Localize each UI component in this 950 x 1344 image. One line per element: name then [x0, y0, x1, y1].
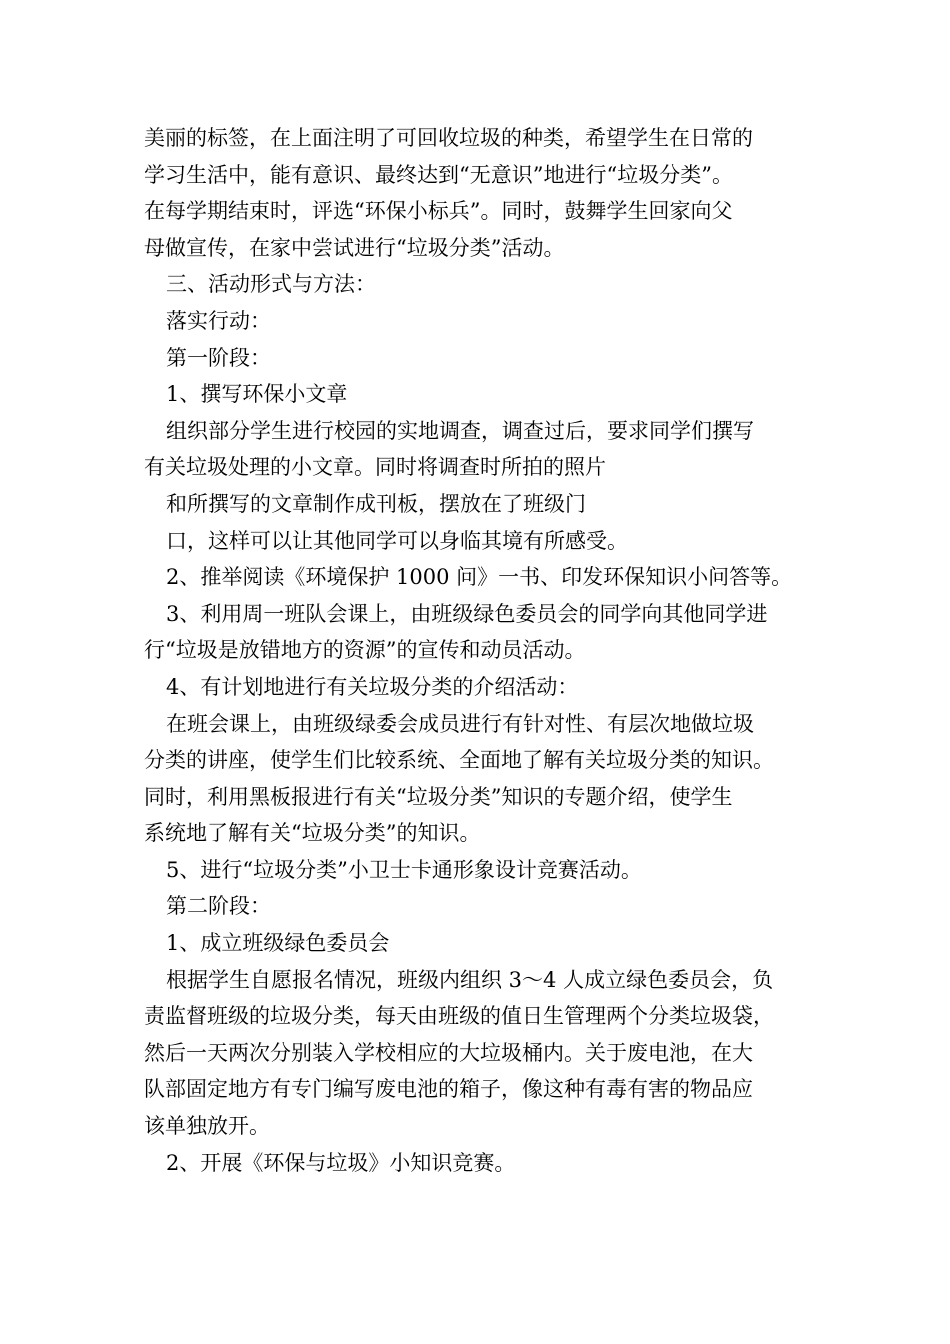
text-line: 在班会课上，由班级绿委会成员进行有针对性、有层次地做垃圾: [166, 711, 754, 736]
stage-heading: 第二阶段：: [166, 894, 271, 919]
text-line: 系统地了解有关“垃圾分类”的知识。: [144, 821, 481, 846]
list-item: 4、有计划地进行有关垃圾分类的介绍活动：: [166, 674, 579, 699]
text-line: 有关垃圾处理的小文章。同时将调查时所拍的照片: [144, 455, 606, 480]
text-line: 母做宣传，在家中尝试进行“垃圾分类”活动。: [144, 235, 565, 260]
text-line: 该单独放开。: [144, 1114, 270, 1139]
subheading: 落实行动：: [166, 308, 271, 333]
text-line: 行“垃圾是放错地方的资源”的宣传和动员活动。: [144, 638, 586, 663]
text-line: 在每学期结束时，评选“环保小标兵”。同时，鼓舞学生回家向父: [144, 199, 733, 224]
text-line: 学习生活中，能有意识、最终达到“无意识”地进行“垃圾分类”。: [144, 162, 733, 187]
text-line: 分类的讲座，使学生们比较系统、全面地了解有关垃圾分类的知识。: [144, 748, 774, 773]
text-line: 根据学生自愿报名情况，班级内组织 3～4 人成立绿色委员会，负: [166, 967, 774, 992]
list-item: 2、开展《环保与垃圾》小知识竞赛。: [166, 1150, 516, 1175]
text-line: 责监督班级的垃圾分类，每天由班级的值日生管理两个分类垃圾袋，: [144, 1004, 774, 1029]
text-line: 队部固定地方有专门编写废电池的箱子，像这种有毒有害的物品应: [144, 1077, 753, 1102]
stage-heading: 第一阶段：: [166, 345, 271, 370]
document-body: [144, 120, 834, 1181]
text-line: 口，这样可以让其他同学可以身临其境有所感受。: [166, 528, 628, 553]
list-item: 3、利用周一班队会课上，由班级绿色委员会的同学向其他同学进: [166, 601, 768, 626]
section-heading: 三、活动形式与方法：: [166, 272, 376, 297]
text-line: 美丽的标签，在上面注明了可回收垃圾的种类，希望学生在日常的: [144, 126, 753, 150]
text-line: 组织部分学生进行校园的实地调查，调查过后，要求同学们撰写: [166, 418, 754, 443]
text-line: 同时，利用黑板报进行有关“垃圾分类”知识的专题介绍，使学生: [144, 784, 733, 809]
text-line: 和所撰写的文章制作成刊板，摆放在了班级门: [166, 491, 586, 516]
list-item: 5、进行“垃圾分类”小卫士卡通形象设计竞赛活动。: [166, 857, 642, 882]
list-item: 1、成立班级绿色委员会: [166, 931, 390, 956]
text-line: 然后一天两次分别装入学校相应的大垃圾桶内。关于废电池，在大: [144, 1040, 753, 1065]
list-item: 2、推举阅读《环境保护 1000 问》一书、印发环保知识小问答等。: [166, 565, 793, 590]
list-item: 1、撰写环保小文章: [166, 382, 348, 407]
